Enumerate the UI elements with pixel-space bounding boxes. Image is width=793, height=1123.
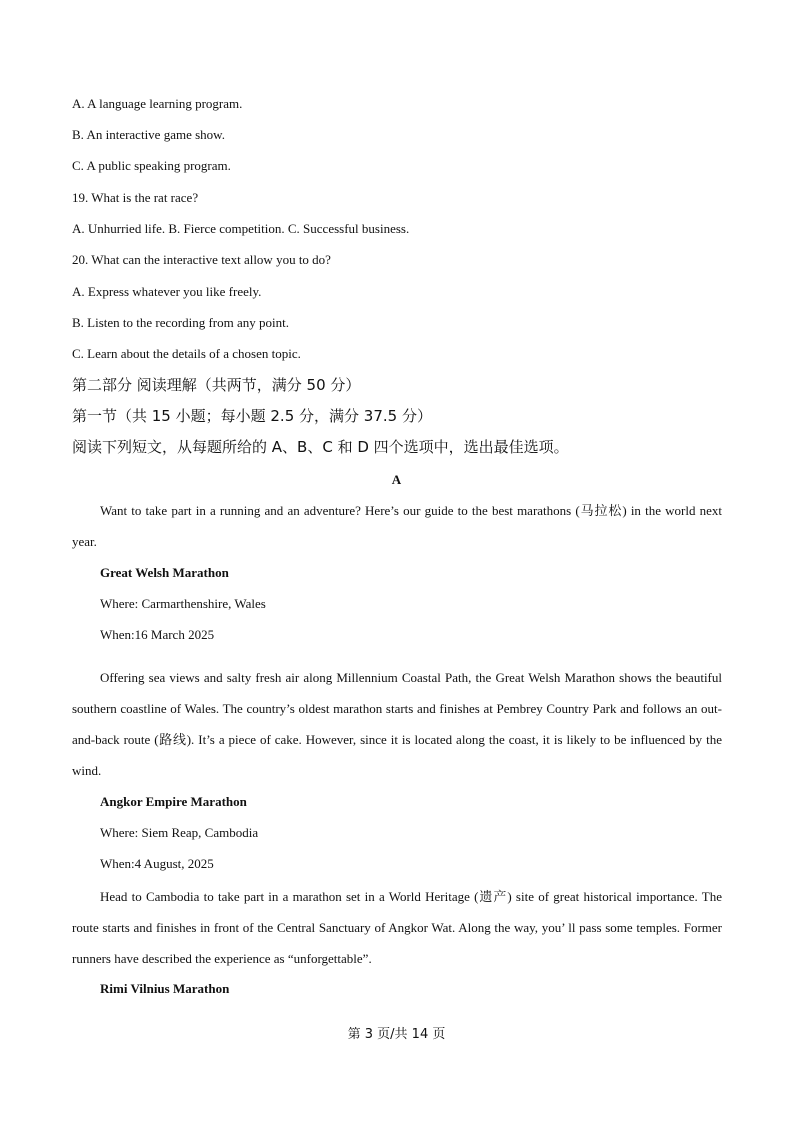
event-where-great-welsh: Where: Carmarthenshire, Wales (100, 596, 266, 611)
q19-stem: 19. What is the rat race? (72, 190, 199, 205)
event-when-great-welsh: When:16 March 2025 (100, 627, 215, 642)
passage-intro: Want to take part in a running and an adventure? Here’s our guide to the best marathons (马拉松) in the world next year. (72, 503, 722, 549)
part-heading: 第二部分 阅读理解（共两节，满分 50 分） (72, 376, 361, 394)
q19-options: A. Unhurried life. B. Fierce competition. C. Successful business. (72, 221, 410, 236)
sub-heading: 第一节（共 15 小题；每小题 2.5 分，满分 37.5 分） (72, 407, 432, 425)
q20-option-c: C. Learn about the details of a chosen topic. (72, 346, 301, 361)
q20-option-b: B. Listen to the recording from any point. (72, 315, 289, 330)
event-description-great-welsh: Offering sea views and salty fresh air along Millennium Coastal Path, the Great Welsh Marathon shows the beautiful southern coastline of Wales. The country’s oldest marathon starts and finishes at Pembrey Country Park and follows an out-and-back route (路线). It’s a piece of cake. However, since it is located along the coast, it is likely to be influenced by the wind. (72, 670, 722, 778)
q20-option-a: A. Express whatever you like freely. (72, 284, 262, 299)
event-description-angkor: Head to Cambodia to take part in a marathon set in a World Heritage (遗产) site of great historical importance. The route starts and finishes in front of the Central Sanctuary of Angkor Wat. Along the way, you’ ll pass some temples. Former runners have described the experience as “unforgettable”. (72, 889, 722, 966)
event-name-angkor: Angkor Empire Marathon (100, 794, 247, 809)
instruction: 阅读下列短文，从每题所给的 A、B、C 和 D 四个选项中，选出最佳选项。 (72, 438, 569, 456)
event-when-angkor: When:4 August, 2025 (100, 856, 214, 871)
event-name-rimi-vilnius: Rimi Vilnius Marathon (100, 981, 230, 996)
q18-option-b: B. An interactive game show. (72, 127, 225, 142)
q20-stem: 20. What can the interactive text allow you to do? (72, 252, 331, 267)
q18-option-c: C. A public speaking program. (72, 158, 231, 173)
event-where-angkor: Where: Siem Reap, Cambodia (100, 825, 259, 840)
passage-label: A (391, 472, 402, 487)
q18-option-a: A. A language learning program. (72, 96, 243, 111)
event-name-great-welsh: Great Welsh Marathon (100, 565, 229, 580)
page-number: 第 3 页/共 14 页 (347, 1027, 446, 1042)
